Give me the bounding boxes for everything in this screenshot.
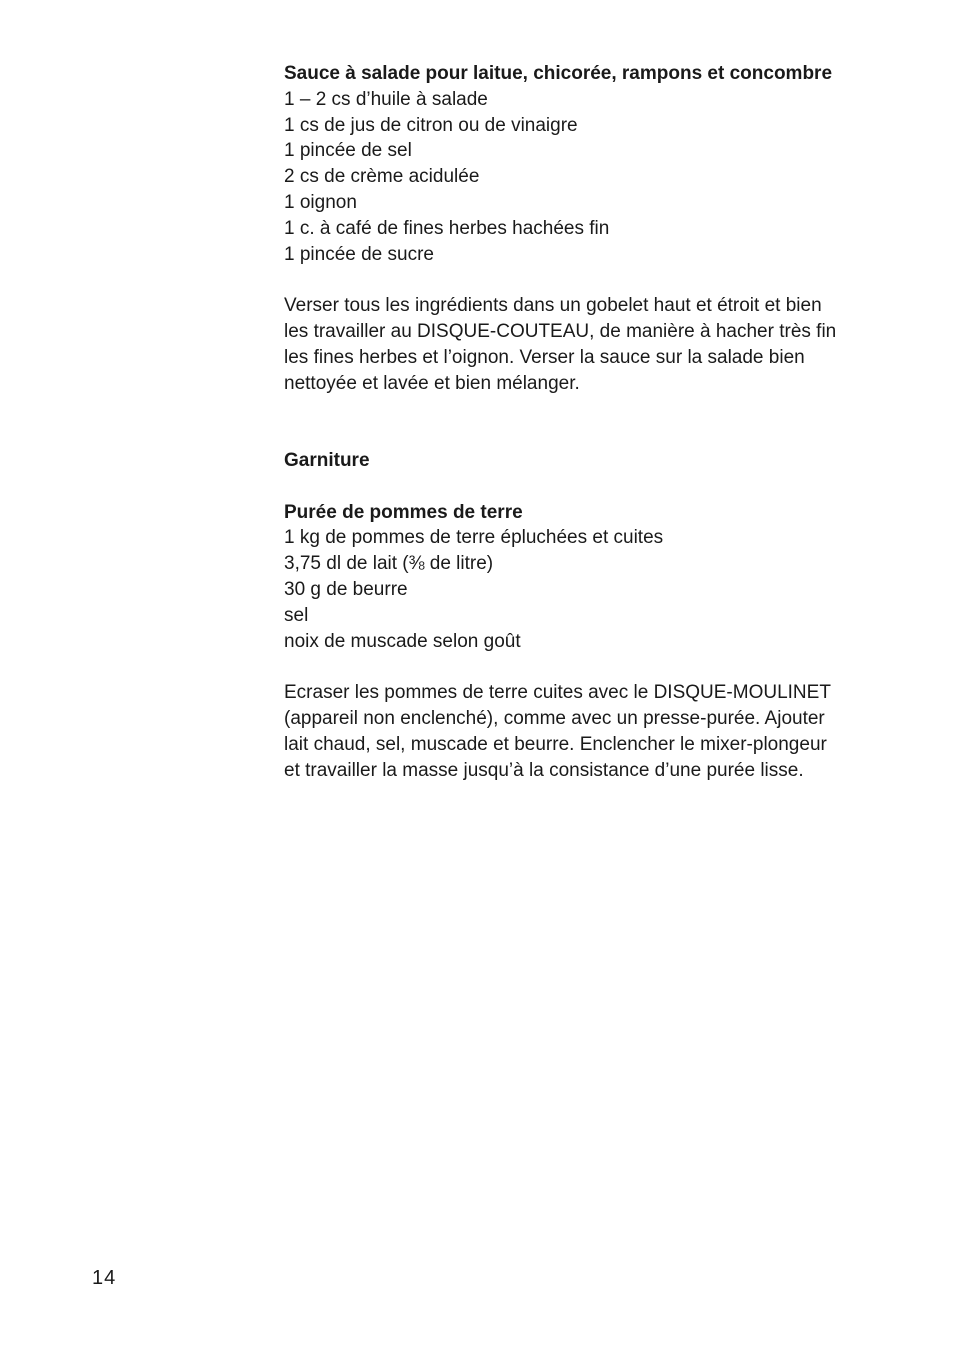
instruction-line: Ecraser les pommes de terre cuites avec le DISQUE-MOULINET — [284, 682, 831, 704]
ingredient-line: 1 – 2 cs d’huile à salade — [284, 88, 488, 110]
sauce-ingredient-list — [284, 87, 884, 268]
section-heading-garniture: Garniture — [284, 449, 370, 471]
puree-ingredient-list — [284, 525, 884, 654]
instruction-line: (appareil non enclenché), comme avec un presse-purée. Ajouter — [284, 707, 825, 729]
ingredient-line: 1 pincée de sel — [284, 140, 412, 162]
ingredient-line: 1 pincée de sucre — [284, 243, 434, 265]
ingredient-line: 30 g de beurre — [284, 578, 408, 600]
ingredient-line: 1 c. à café de fines herbes hachées fin — [284, 217, 610, 239]
spacer — [284, 396, 884, 448]
sauce-instructions — [284, 293, 884, 396]
ingredient-line: sel — [284, 604, 309, 626]
ingredient-line: 2 cs de crème acidulée — [284, 166, 480, 188]
page-content — [284, 61, 884, 783]
ingredient-line: 1 cs de jus de citron ou de vinaigre — [284, 114, 578, 136]
instruction-line: nettoyée et lavée et bien mélanger. — [284, 372, 580, 394]
ingredient-line: 3,75 dl de lait (⅜ de litre) — [284, 553, 494, 575]
ingredient-line: 1 kg de pommes de terre épluchées et cuites — [284, 527, 664, 549]
ingredient-line: noix de muscade selon goût — [284, 630, 521, 652]
puree-instructions — [284, 680, 884, 783]
spacer — [284, 654, 884, 680]
ingredient-line: 1 oignon — [284, 191, 357, 213]
spacer — [284, 474, 884, 500]
instruction-line: et travailler la masse jusqu’à la consistance d’une purée lisse. — [284, 759, 804, 781]
instruction-line: les travailler au DISQUE-COUTEAU, de manière à hacher très fin — [284, 320, 837, 342]
instruction-line: lait chaud, sel, muscade et beurre. Enclencher le mixer-plongeur — [284, 733, 827, 755]
instruction-line: les fines herbes et l’oignon. Verser la sauce sur la salade bien — [284, 346, 805, 368]
sauce-title: Sauce à salade pour laitue, chicorée, rampons et concombre — [284, 63, 833, 84]
spacer — [284, 267, 884, 293]
instruction-line: Verser tous les ingrédients dans un gobelet haut et étroit et bien — [284, 295, 822, 317]
puree-title: Purée de pommes de terre — [284, 501, 523, 523]
page-number: 14 — [92, 1267, 117, 1289]
